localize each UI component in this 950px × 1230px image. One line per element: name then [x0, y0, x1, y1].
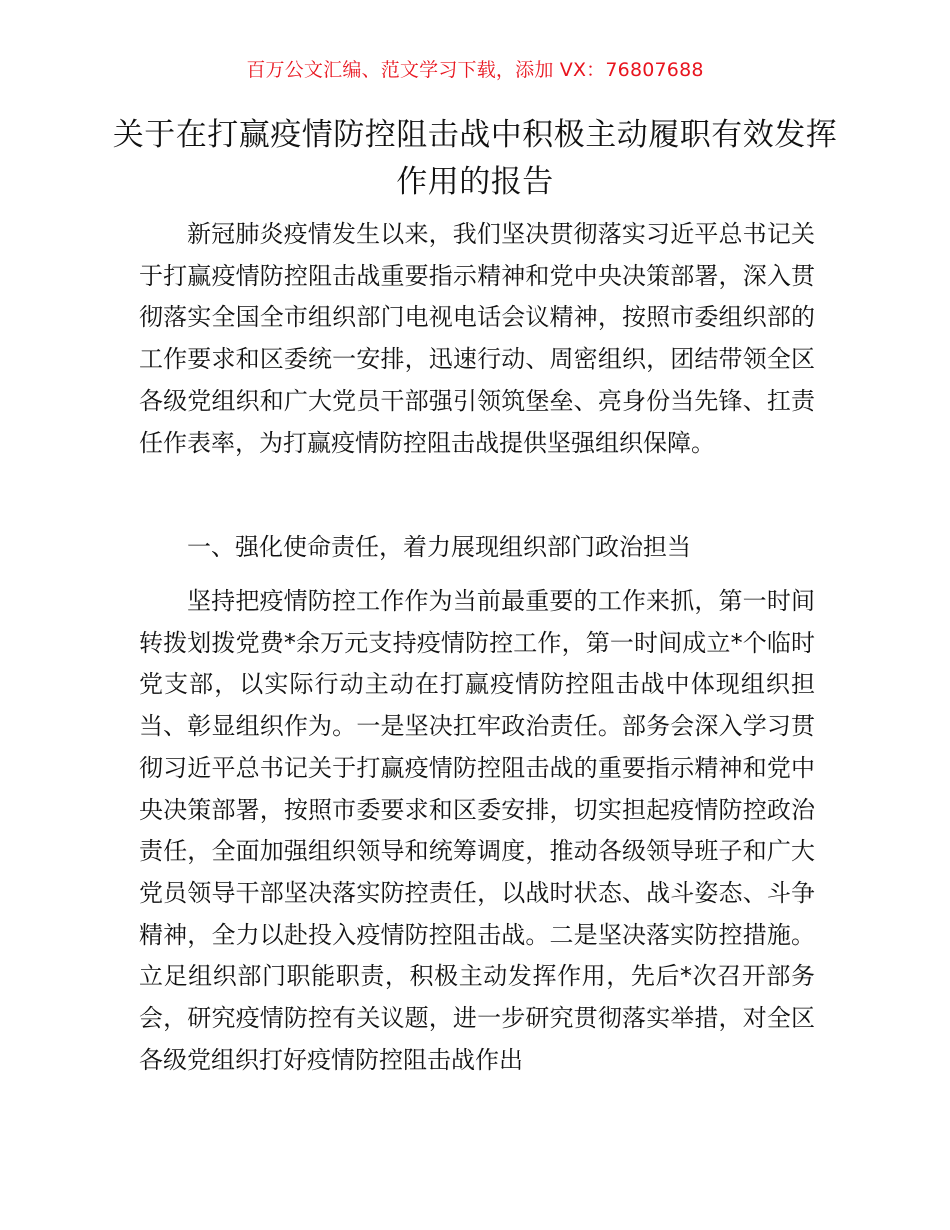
- section-heading: 一、强化使命责任，着力展现组织部门政治担当: [187, 533, 691, 561]
- body-paragraph: 新冠肺炎疫情发生以来，我们坚决贯彻落实习近平总书记关于打赢疫情防控阻击战重要指示精神和党中央决策部署，深入贯彻落实全国全市组织部门电视电话会议精神，按照市委组织部的工作要求和区委统一安排，迅速行动、周密组织，团结带领全区各级党组织和广大党员干部强引领筑堡垒、亮身份当先锋、扛责任作表率，为打赢疫情防控阻击战提供坚强组织保障。: [139, 220, 815, 457]
- body-paragraph: 坚持把疫情防控工作作为当前最重要的工作来抓，第一时间转拨划拨党费*余万元支持疫情防控工作，第一时间成立*个临时党支部，以实际行动主动在打赢疫情防控阻击战中体现组织担当、彰显组织作为。一是坚决扛牢政治责任。部务会深入学习贯彻习近平总书记关于打赢疫情防控阻击战的重要指示精神和党中央决策部署，按照市委要求和区委安排，切实担起疫情防控政治责任，全面加强组织领导和统筹调度，推动各级领导班子和广大党员领导干部坚决落实防控责任，以战时状态、战斗姿态、斗争精神，全力以赴投入疫情防控阻击战。二是坚决落实防控措施。立足组织部门职能职责，积极主动发挥作用，先后*次召开部务会，研究疫情防控有关议题，进一步研究贯彻落实举措，对全区各级党组织打好疫情防控阻击战作出: [139, 587, 815, 1074]
- document-title: 关于在打赢疫情防控阻击战中积极主动履职有效发挥作用的报告: [112, 117, 838, 200]
- watermark-header: 百万公文汇编、范文学习下载，添加 VX：76807688: [246, 59, 704, 81]
